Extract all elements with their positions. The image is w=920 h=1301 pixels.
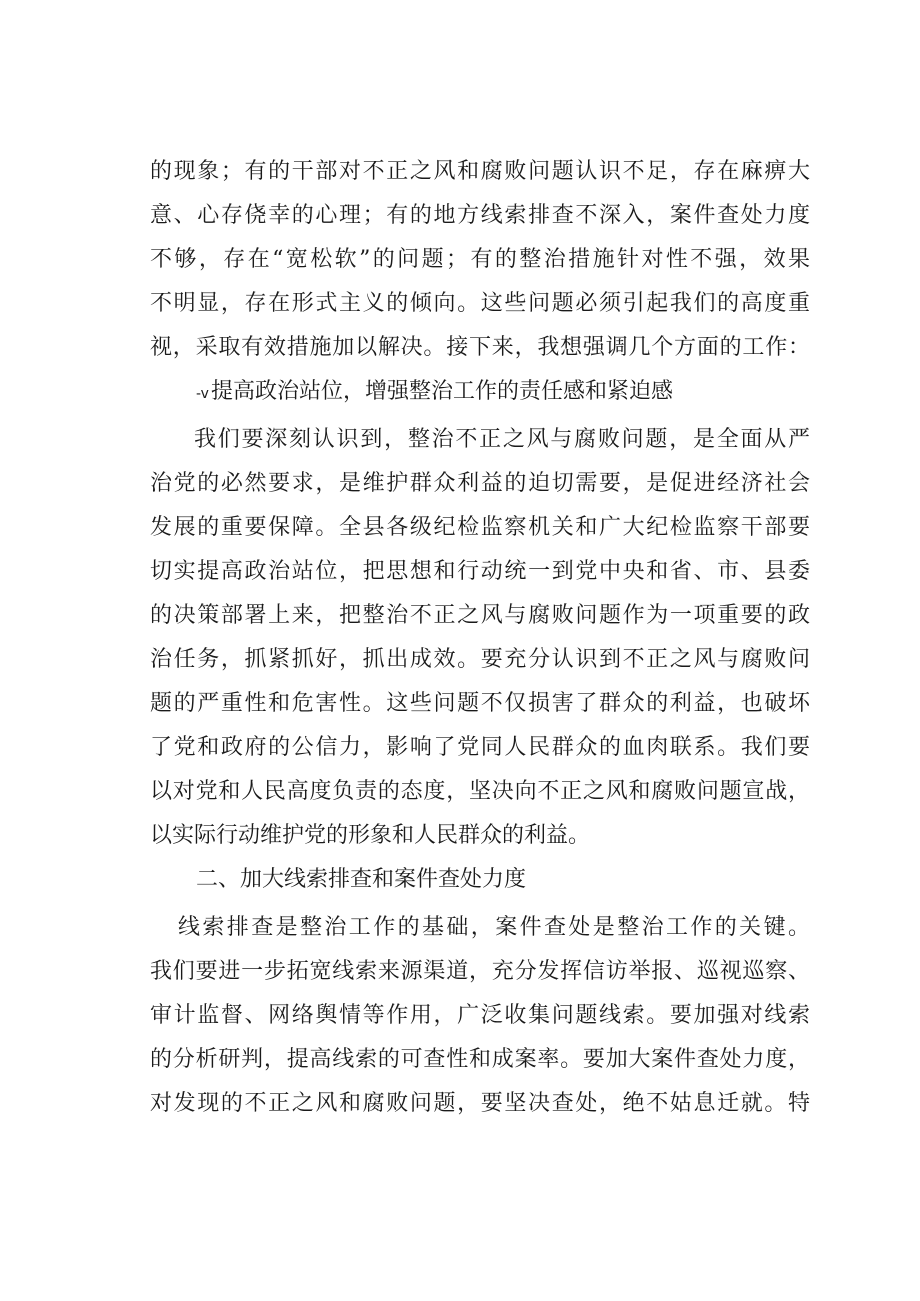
- paragraph-line: 以对党和人民高度负责的态度，坚决向不正之风和腐败问题宣战，: [150, 779, 810, 804]
- paragraph-line: 我们要深刻认识到，整治不正之风与腐败问题，是全面从严: [194, 427, 810, 452]
- paragraph-line: 以实际行动维护党的形象和人民群众的利益。: [150, 823, 591, 848]
- paragraph-line: 不够，存在“宽松软”的问题；有的整治措施针对性不强，效果: [150, 247, 810, 272]
- paragraph-line: 线索排查是整治工作的基础，案件查处是整治工作的关键。: [178, 915, 810, 940]
- paragraph-line: 对发现的不正之风和腐败问题，要坚决查处，绝不姑息迁就。特: [150, 1091, 810, 1116]
- paragraph-line: 切实提高政治站位，把思想和行动统一到党中央和省、市、县委: [150, 559, 810, 584]
- paragraph-line: 治党的必然要求，是维护群众利益的迫切需要，是促进经济社会: [150, 471, 810, 496]
- section-heading: [196, 372, 796, 412]
- heading-marker: -v: [196, 386, 209, 402]
- paragraph-line: 发展的重要保障。全县各级纪检监察机关和广大纪检监察干部要: [150, 515, 810, 540]
- paragraph-line: 了党和政府的公信力，影响了党同人民群众的血肉联系。我们要: [150, 735, 810, 760]
- paragraph-line: 题的严重性和危害性。这些问题不仅损害了群众的利益，也破坏: [150, 691, 810, 716]
- paragraph-line: 审计监督、网络舆情等作用，广泛收集问题线索。要加强对线索: [150, 1003, 810, 1028]
- paragraph-line: 视，采取有效措施加以解决。接下来，我想强调几个方面的工作：: [150, 335, 810, 360]
- paragraph-line: 的决策部署上来，把整治不正之风与腐败问题作为一项重要的政: [150, 603, 810, 628]
- section-heading: 二、加大线索排查和案件查处力度: [196, 867, 527, 892]
- heading-text: 提高政治站位，增强整治工作的责任感和紧迫感: [210, 379, 673, 404]
- paragraph-line: 我们要进一步拓宽线索来源渠道，充分发挥信访举报、巡视巡察、: [150, 959, 810, 984]
- paragraph-line: 的分析研判，提高线索的可查性和成案率。要加大案件查处力度，: [150, 1047, 810, 1072]
- paragraph-line: 不明显，存在形式主义的倾向。这些问题必须引起我们的高度重: [150, 291, 810, 316]
- paragraph-line: 意、心存侥幸的心理；有的地方线索排查不深入，案件查处力度: [150, 203, 810, 228]
- paragraph-line: 的现象；有的干部对不正之风和腐败问题认识不足，存在麻痹大: [150, 159, 810, 184]
- paragraph-line: 治任务，抓紧抓好，抓出成效。要充分认识到不正之风与腐败问: [150, 647, 810, 672]
